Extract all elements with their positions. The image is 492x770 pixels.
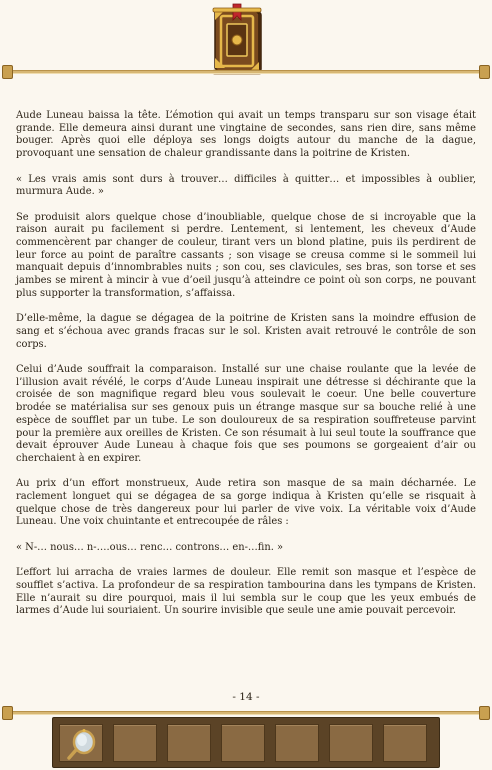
book-page-text	[16, 110, 476, 631]
toolbar-slot-3[interactable]	[167, 724, 211, 762]
toolbar-slot-5[interactable]	[275, 724, 319, 762]
mirror-icon[interactable]	[64, 728, 100, 760]
toolbar-slot-2[interactable]	[113, 724, 157, 762]
paragraph: Se produisit alors quelque chose d’inoubliable, quelque chose de si incroyable que la raison aurait pu facilement si perdre. Lentement, si lentement, les cheveux d’Aude commencèrent par changer de couleur, tirant vers un blond platine, puis ils perdirent de leur force au point de paraître cassants ; son visage se creusa comme si le sommeil lui manquait depuis d’innombrables nuits ; son cou, ses clavicules, ses bras, son torse et ses jambes se mirent à mincir à vue d’oeil jusqu’à atteindre ce point où son corps, ne pouvant plus supporter la transformation, s’affaissa.	[16, 211, 476, 299]
toolbar-slot-6[interactable]	[329, 724, 373, 762]
paragraph: Au prix d’un effort monstrueux, Aude retira son masque de sa main décharnée. Le raclement longuet qui se dégagea de sa gorge indiqua à Kristen qu’elle se risquait à quelque chose de très dangereux pour lui parler de vive voix. La véritable voix d’Aude Luneau. Une voix chuintante et entrecoupée de râles :	[16, 478, 476, 528]
paragraph: « N-… nous… n-….ous… renc… controns… en-…fin. »	[16, 541, 284, 553]
item-toolbar	[52, 717, 440, 768]
toolbar-slot-1[interactable]	[59, 724, 103, 762]
bottom-divider	[4, 709, 488, 715]
page-number: - 14 -	[232, 691, 260, 703]
toolbar-slot-4[interactable]	[221, 724, 265, 762]
paragraph: Aude Luneau baissa la tête. L’émotion qui avait un temps transparu sur son visage était grande. Elle demeura ainsi durant une vingtaine de secondes, sans rien dire, sans même bouger. Après quoi elle déploya ses longs doigts autour du manche de la dague, provoquant une sensation de chaleur grandissante dans la poitrine de Kristen.	[16, 110, 476, 160]
top-divider	[4, 68, 488, 74]
paragraph: D’elle-même, la dague se dégagea de la poitrine de Kristen sans la moindre effusion de sang et s’échoua avec grands fracas sur le sol. Kristen avait retrouvé le contrôle de son corps.	[16, 313, 476, 350]
paragraph: L’effort lui arracha de vraies larmes de douleur. Elle remit son masque et l’espèce de soufflet s’activa. La profondeur de sa respiration tambourina dans les tympans de Kristen. Elle n’aurait su dire pourquoi, mais il lui sembla sur le coup que les yeux embués de larmes d’Aude lui souriaient. Un sourire invisible que seule une amie pouvait percevoir.	[16, 567, 476, 617]
paragraph: Celui d’Aude souffrait la comparaison. Installé sur une chaise roulante que la levée de l’illusion avait révélé, le corps d’Aude Luneau inspirait une détresse si déchirante que la croisée de son magnifique regard bleu vous soulevait le coeur. Une belle couverture brodée se matérialisa sur ses genoux puis un étrange masque sur sa bouche relié à une espèce de soufflet par un tube. Le son douloureux de sa respiration souffreteuse parvint pour la première aux oreilles de Kristen. Ce son résumait à lui seul toute la souffrance que devait éprouver Aude Luneau à chaque fois que ses poumons se gorgeaient d’air ou cherchaient à en expirer.	[16, 364, 476, 464]
paragraph: « Les vrais amis sont durs à trouver… difficiles à quitter… et impossibles à oublier, murmura Aude. »	[16, 173, 476, 198]
toolbar-slot-7[interactable]	[383, 724, 427, 762]
